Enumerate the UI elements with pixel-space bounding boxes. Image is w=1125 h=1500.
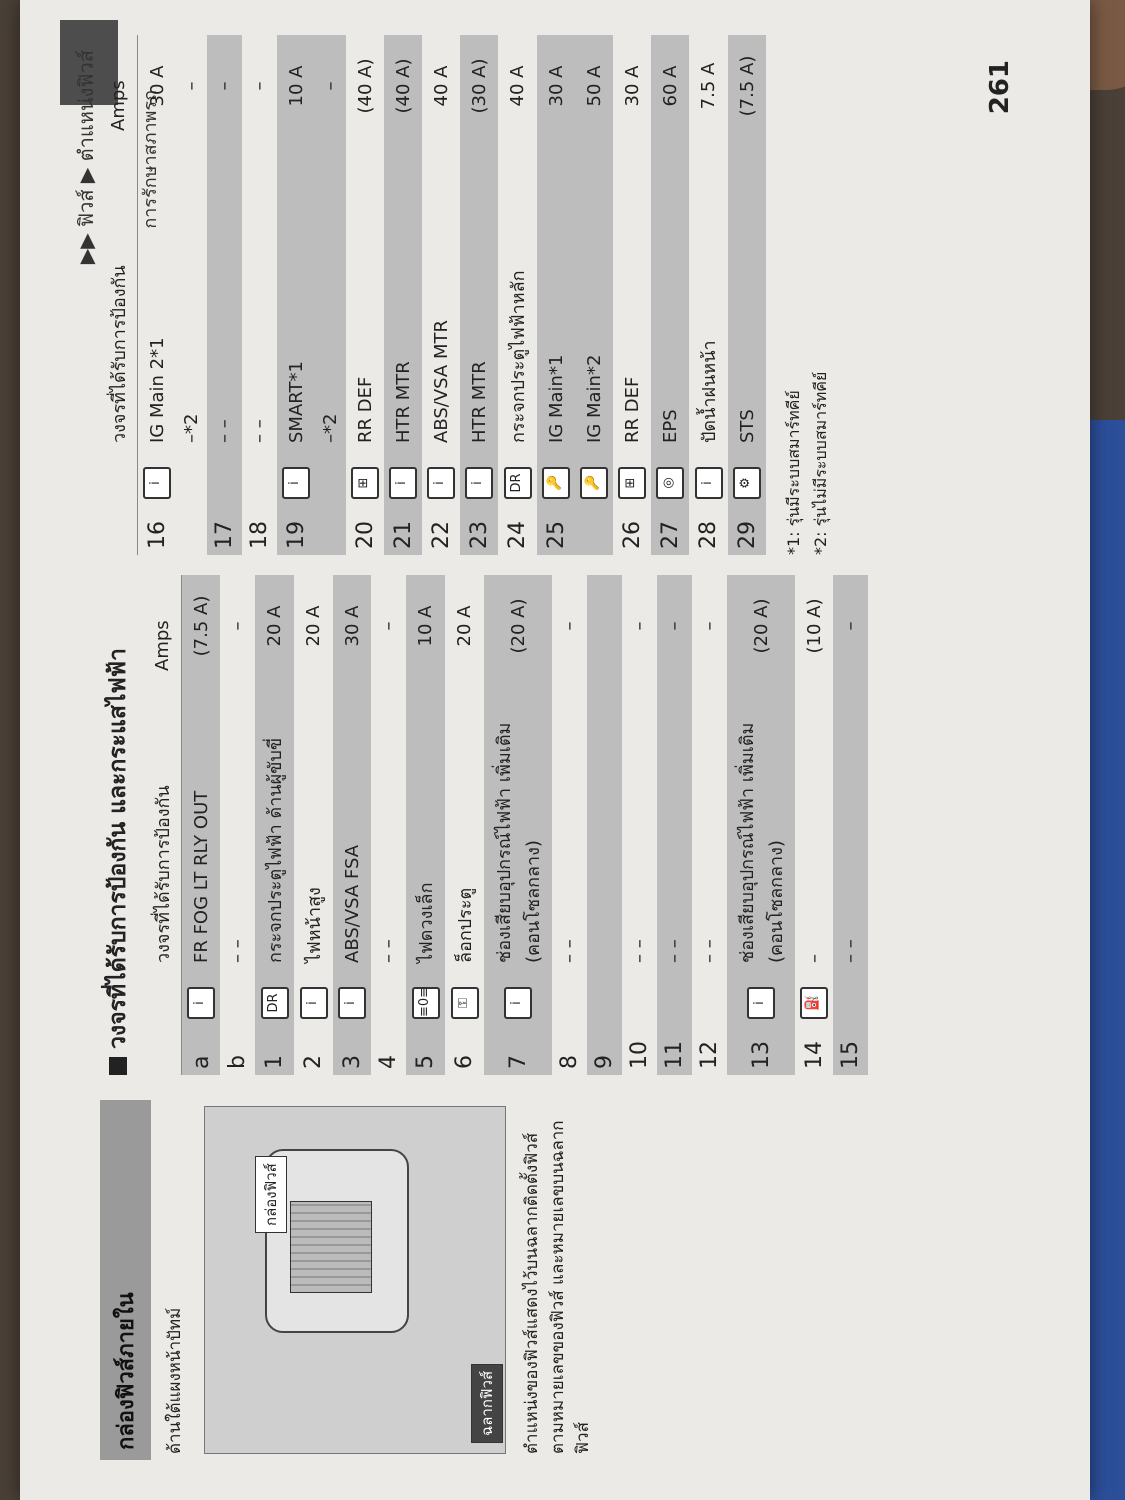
fuse-row [182,575,221,1075]
section-title-text: วงจรที่ได้รับการป้องกัน และกระแสไฟฟ้า [105,648,131,1049]
fuse-icon-cell [333,969,371,1025]
amperage: (7.5 A) [182,575,221,677]
amperage: – [833,575,868,677]
circuit-name: กระจกประตูไฟฟ้า ด้านผู้ขับขี่ [255,677,294,969]
fuse-symbol-icon: i [465,467,493,499]
amperage: 30 A [146,65,168,107]
circuit-name: IG Main*2 [575,137,613,449]
fuse-row [727,575,795,1075]
fuse-number [575,505,613,555]
fuse-symbol-icon: i [747,987,775,1019]
amperage: – [249,81,270,91]
amperage: 20 A [454,605,475,647]
amperage: 50 A [575,35,613,137]
fuse-icon-cell [422,449,460,505]
fuse-symbol-icon: i [143,467,171,499]
fuse-symbol-icon: i [300,987,328,1019]
amperage: 30 A [621,65,643,107]
col-amps-header: Amps [144,575,182,677]
fuse-row [498,35,537,555]
fuse-number: 9 [587,1025,622,1075]
fuse-number [176,505,207,555]
circuit-name: ล็อกประตู [455,887,476,963]
fuse-symbol-icon: i [338,987,366,1019]
fuse-symbol-icon: i [695,467,723,499]
fuse-number: 5 [406,1025,445,1075]
amperage: – [699,621,720,631]
fuse-row [651,35,689,555]
fuse-row [587,575,622,1075]
fuse-symbol-icon: ◎ [656,467,684,499]
fuse-number: 24 [505,521,530,549]
circuit-name: EPS [651,137,689,449]
fuse-row [689,35,728,555]
circuit-name: – – [227,939,248,963]
fuse-icon-cell [460,449,498,505]
fuse-icon-cell [537,449,575,505]
fuse-number: 15 [833,1025,868,1075]
amperage: (30 A) [460,35,498,137]
fuse-table-left [144,575,868,1075]
fuse-number: 17 [207,505,242,555]
amperage: – [181,81,202,91]
left-title: กล่องฟิวส์ภายใน [100,1100,151,1460]
fuse-row [833,575,868,1075]
left-subtitle: ด้านใต้แผงหน้าปัทม์ [165,1307,185,1454]
fuse-row [622,575,657,1075]
fuse-table-right [100,35,766,555]
circuit-name: – – [699,939,720,963]
fuse-number: 13 [727,1025,795,1075]
fuse-number: 25 [537,505,575,555]
circuit-name: SMART*1 [277,137,315,449]
fuse-number: 11 [657,1025,692,1075]
fuse-icon-cell [587,969,622,1025]
fuse-icon-cell [613,449,651,505]
section-name: การรักษาสภาพรถ [140,90,161,229]
circuit-name: – – [559,939,580,963]
amperage: 10 A [406,575,445,677]
fuse-number: 4 [376,1055,401,1069]
fuse-number: 23 [460,505,498,555]
footnotes [780,35,834,555]
fuse-icon-cell [498,449,537,505]
fuse-row [575,35,613,555]
circuit-name: FR FOG LT RLY OUT [182,677,221,969]
fuse-number: 14 [801,1041,827,1069]
fuse-symbol-icon: DR [504,467,532,499]
fuse-icon-cell [346,449,384,505]
fuse-symbol-icon: ⚿ [451,987,479,1019]
fuse-row [484,575,552,1075]
manual-page [20,0,1090,1500]
amperage: 60 A [651,35,689,137]
amperage: (10 A) [803,598,825,654]
fuse-row [346,35,384,555]
fuse-symbol-icon: ⊞ [618,467,646,499]
amperage: (40 A) [384,35,422,137]
circuit-name: – – [378,939,399,963]
fuse-number: 22 [428,521,454,549]
fuse-icon-cell [182,969,221,1025]
fuse-icon-cell [727,969,795,1025]
middle-section [100,575,868,1075]
fuse-icon-cell [294,969,333,1025]
fuse-row [333,575,371,1075]
fuse-icon-cell [315,449,346,505]
circuit-name: STS [728,137,766,449]
circuit-name: ABS/VSA FSA [333,677,371,969]
amperage: – [559,621,580,631]
fuse-number: 20 [352,521,378,549]
fuse-number: 19 [277,505,315,555]
fuse-row [692,575,727,1075]
fuse-row [371,575,406,1075]
fuse-row [422,35,460,555]
section-title [100,575,136,1075]
fuse-symbol-icon: i [427,467,455,499]
fuse-row [255,575,294,1075]
circuit-name: ไฟดวงเล็ก [406,677,445,969]
fuse-icon-cell [651,449,689,505]
fuse-row [242,35,277,555]
fuse-row [406,575,445,1075]
fuse-number: a [182,1025,221,1075]
left-note: ตำแหน่งของฟิวส์แสดงไว้บนฉลากติดตั้งฟิวส์ตามหมายเลขของฟิวส์ และหมายเลขบนฉลากฟิวส์ [522,1120,593,1454]
fuse-icon-cell [371,969,406,1025]
fuse-symbol-icon: 🔑 [580,467,608,499]
fuse-row [315,35,346,555]
fuse-symbol-icon: 🔑 [542,467,570,499]
fuse-icon-cell [207,449,242,505]
circuit-name: – – [657,677,692,969]
footnote: *2: รุ่นไม่มีระบบสมาร์ทคีย์ [811,371,831,555]
amperage: – [657,575,692,677]
circuit-name: –*2 [181,413,202,443]
fuse-icon-cell [255,969,294,1025]
circuit-name: ช่องเสียบอุปกรณ์ไฟฟ้า เพิ่มเติม (คอนโซลกลาง) [727,677,795,969]
fuse-symbol-icon: i [187,987,215,1019]
fuse-box-illustration [290,1201,372,1293]
fuse-icon-cell [692,969,727,1025]
right-section [100,35,834,555]
fuse-symbol-icon: i [389,467,417,499]
fuse-symbol-icon: DR [261,987,289,1019]
fuse-number: 7 [484,1025,552,1075]
fuse-row [552,575,587,1075]
fuse-row [657,575,692,1075]
circuit-name: –*2 [315,137,346,449]
fuse-symbol-icon: ⛽ [800,987,828,1019]
fuse-label-callout: ฉลากฟิวส์ [471,1364,503,1443]
amperage: (20 A) [484,575,552,677]
fuse-row [460,35,498,555]
amperage: 10 A [277,35,315,137]
fuse-number: 8 [557,1055,582,1069]
circuit-name: RR DEF [354,376,376,443]
circuit-name: ปัดน้ำฝนหน้า [699,340,720,443]
fuse-number: 21 [384,505,422,555]
circuit-name: HTR MTR [384,137,422,449]
fuse-box-diagram [204,1106,506,1454]
circuit-name: – – [207,137,242,449]
fuse-icon-cell [552,969,587,1025]
amperage: 40 A [430,65,452,107]
amperage: 7.5 A [698,62,719,110]
amperage [587,575,622,677]
fuse-row [277,35,315,555]
fuse-icon-cell [445,969,484,1025]
circuit-name: – [803,954,825,963]
fuse-row [220,575,255,1075]
fuse-number: 29 [728,505,766,555]
fuse-row [537,35,575,555]
fuse-number: 27 [651,505,689,555]
amperage: 20 A [255,575,294,677]
col-amps-header: Amps [100,35,138,137]
fuse-icon-cell [622,969,657,1025]
circuit-name: ABS/VSA MTR [430,320,452,443]
amperage: – [378,621,399,631]
amperage: 40 A [507,65,528,107]
fuse-row [384,35,422,555]
circuit-name: – – [249,419,270,443]
footnote: *1: รุ่นมีระบบสมาร์ทคีย์ [784,390,803,555]
amperage: (40 A) [354,58,376,114]
amperage: – [629,621,650,631]
fuse-icon-cell [220,969,255,1025]
fuse-icon-cell [484,969,552,1025]
fuse-number: 10 [627,1041,652,1069]
fuse-row [728,35,766,555]
fuse-icon-cell [138,449,177,505]
amperage: – [315,35,346,137]
breadcrumb: ▶▶ ฟิวส์ ▶ ตำแหน่งฟิวส์ [74,50,98,265]
circuit-name: – – [629,939,650,963]
fuse-number: 26 [619,521,645,549]
col-circuit-header: วงจรที่ได้รับการป้องกัน [100,137,138,449]
fuse-number: 28 [696,521,721,549]
circuit-name: IG Main*1 [537,137,575,449]
amperage: 20 A [303,605,324,647]
circuit-name: IG Main 2*1 [146,337,168,443]
circuit-name: ไฟหน้าสูง [304,887,325,963]
circuit-name: HTR MTR [460,137,498,449]
fuse-number: 12 [697,1041,722,1069]
fuse-icon-cell [833,969,868,1025]
fuse-number: 3 [333,1025,371,1075]
circuit-name: RR DEF [621,376,643,443]
fuse-row [207,35,242,555]
fuse-symbol-icon: ⊞ [351,467,379,499]
fuse-icon-cell [176,449,207,505]
fuse-icon-cell [795,969,833,1025]
page-number: 261 [985,60,1015,115]
fuse-row [445,575,484,1075]
fuse-number: 2 [301,1055,326,1069]
circuit-name: ช่องเสียบอุปกรณ์ไฟฟ้า เพิ่มเติม (คอนโซลกลาง) [484,677,552,969]
fuse-row [138,35,177,555]
fuse-row [795,575,833,1075]
fuse-box-callout: กล่องฟิวส์ [255,1156,287,1233]
fuse-symbol-icon: i [504,987,532,1019]
circuit-name: – – [833,677,868,969]
fuse-icon-cell [657,969,692,1025]
fuse-icon-cell [406,969,445,1025]
amperage: (7.5 A) [728,35,766,137]
fuse-number [315,505,346,555]
fuse-row [176,35,207,555]
fuse-icon-cell [728,449,766,505]
fuse-icon-cell [575,449,613,505]
circuit-name [587,677,622,969]
col-circuit-header: วงจรที่ได้รับการป้องกัน [144,677,182,969]
fuse-number: 6 [452,1055,477,1069]
square-bullet-icon [109,1057,127,1075]
fuse-number: 18 [247,521,272,549]
amperage: – [227,621,248,631]
fuse-number: 16 [144,521,170,549]
fuse-icon-cell [689,449,728,505]
fuse-icon-cell [384,449,422,505]
circuit-name: กระจกประตูไฟฟ้าหลัก [508,270,529,443]
fuse-row [613,35,651,555]
amperage: 30 A [333,575,371,677]
fuse-icon-cell [277,449,315,505]
fuse-symbol-icon: ⚙ [733,467,761,499]
fuse-symbol-icon: i [282,467,310,499]
amperage: (20 A) [727,575,795,677]
fuse-row [294,575,333,1075]
fuse-number: 1 [255,1025,294,1075]
amperage: 30 A [537,35,575,137]
amperage: – [207,35,242,137]
left-column [100,1100,605,1460]
page-content [60,20,1070,1460]
fuse-number: b [225,1055,250,1069]
fuse-symbol-icon: ≡0≡ [412,987,440,1019]
fuse-icon-cell [242,449,277,505]
